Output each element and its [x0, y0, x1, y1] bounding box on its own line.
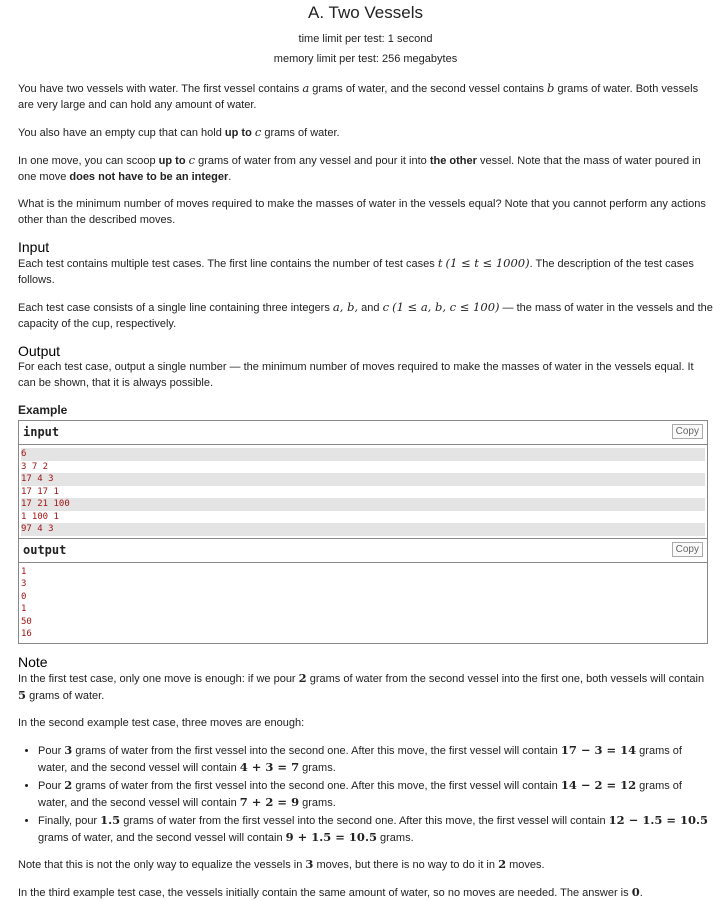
sample-input-line: 3 7 2: [21, 461, 49, 472]
time-limit: time limit per test: 1 second: [298, 33, 433, 45]
sample-input-line: 17 21 100: [21, 498, 705, 511]
copy-input-button[interactable]: Copy: [672, 424, 703, 439]
memory-limit: memory limit per test: 256 megabytes: [273, 53, 458, 65]
legend-paragraph-3: In one move, you can scoop up to c grams of water from any vessel and pour it into the other vessel. Note that the mass of water poured in one move does not have to be an integer.: [18, 153, 701, 183]
sample-input-line: 1 100 1: [21, 511, 59, 522]
legend-paragraph-1: You have two vessels with water. The first vessel contains a grams of water, and the second vessel contains b grams of water. Both vessels are very large and can hold any amount of water.: [18, 81, 699, 111]
note-paragraph-2: In the second example test case, three moves are enough:: [18, 716, 305, 729]
sample-output-content: [19, 563, 707, 643]
note-paragraph-3: Note that this is not the only way to equalize the vessels in 3 moves, but there is no way to do it in 2 moves.: [18, 856, 545, 871]
legend: [18, 80, 713, 228]
sample-output-line: 50: [21, 616, 32, 627]
note-section: [18, 654, 713, 901]
note-paragraph-4: In the third example test case, the vessels initially contain the same amount of water, so no moves are needed. The answer is 0.: [18, 884, 643, 899]
list-item: • Pour 3 grams of water from the first vessel into the second one. After this move, the first vessel will contain 17 − 3 = 14 grams of water, and the second vessel will contain 4 + 3 = 7 grams.: [38, 742, 713, 776]
input-paragraph-2: Each test case consists of a single line containing three integers a, b, and c (1 ≤ a, b, c ≤ 100) — the mass of water in the vessels and the capacity of the cup, respectively.: [18, 300, 713, 330]
sample-input-line: 17 17 1: [21, 486, 59, 497]
output-specification: [18, 343, 713, 391]
input-heading: Input: [18, 239, 50, 255]
input-specification: [18, 239, 713, 332]
note-heading: Note: [18, 653, 48, 670]
problem-title: A. Two Vessels: [308, 3, 423, 22]
sample-input-line: 6: [21, 448, 705, 461]
sample-output-line: 3: [21, 579, 27, 589]
sample-output-line: 0: [21, 591, 27, 602]
sample-input-box: [18, 420, 708, 539]
example-heading: Example: [18, 403, 68, 417]
sample-output-line: 1: [21, 566, 27, 577]
copy-output-button[interactable]: Copy: [672, 542, 703, 557]
sample-tests: [18, 402, 713, 644]
sample-input-line: 17 4 3: [21, 473, 705, 486]
legend-paragraph-2: You also have an empty cup that can hold up to c grams of water.: [18, 125, 340, 139]
sample-input-content: [19, 445, 707, 538]
output-paragraph-1: For each test case, output a single number — the minimum number of moves required to make the masses of water in the vessels equal. It can be shown, that it is always possible.: [18, 361, 694, 389]
note-moves-list: [18, 742, 713, 846]
sample-output-line: 16: [21, 629, 32, 639]
sample-output-line: 1: [21, 604, 27, 614]
sample-output-box: [18, 539, 708, 644]
sample-input-line: 97 4 3: [21, 523, 705, 536]
list-item: • Finally, pour 1.5 grams of water from the first vessel into the second one. After this move, the first vessel will contain 12 − 1.5 = 10.5 grams of water, and the second vessel will contain 9 + 1.5 = 10.5 grams.: [38, 812, 713, 846]
legend-paragraph-4: What is the minimum number of moves required to make the masses of water in the vessels equal? Note that you cannot perform any actions other than the described moves.: [18, 198, 706, 226]
sample-output-header: [19, 539, 707, 563]
list-item: • Pour 2 grams of water from the first vessel into the second one. After this move, the first vessel will contain 14 − 2 = 12 grams of water, and the second vessel will contain 7 + 2 = 9 grams.: [38, 777, 713, 811]
input-paragraph-1: Each test contains multiple test cases. The first line contains the number of test cases t (1 ≤ t ≤ 1000). The description of the test cases follows.: [18, 256, 694, 286]
sample-input-header: [19, 421, 707, 445]
note-paragraph-1: In the first test case, only one move is enough: if we pour 2 grams of water from the second vessel into the first one, both vessels will contain 5 grams of water.: [18, 670, 705, 702]
output-heading: Output: [18, 343, 61, 359]
problem-page: [0, 3, 722, 901]
input-label: input: [23, 425, 60, 439]
output-label: output: [23, 542, 67, 557]
